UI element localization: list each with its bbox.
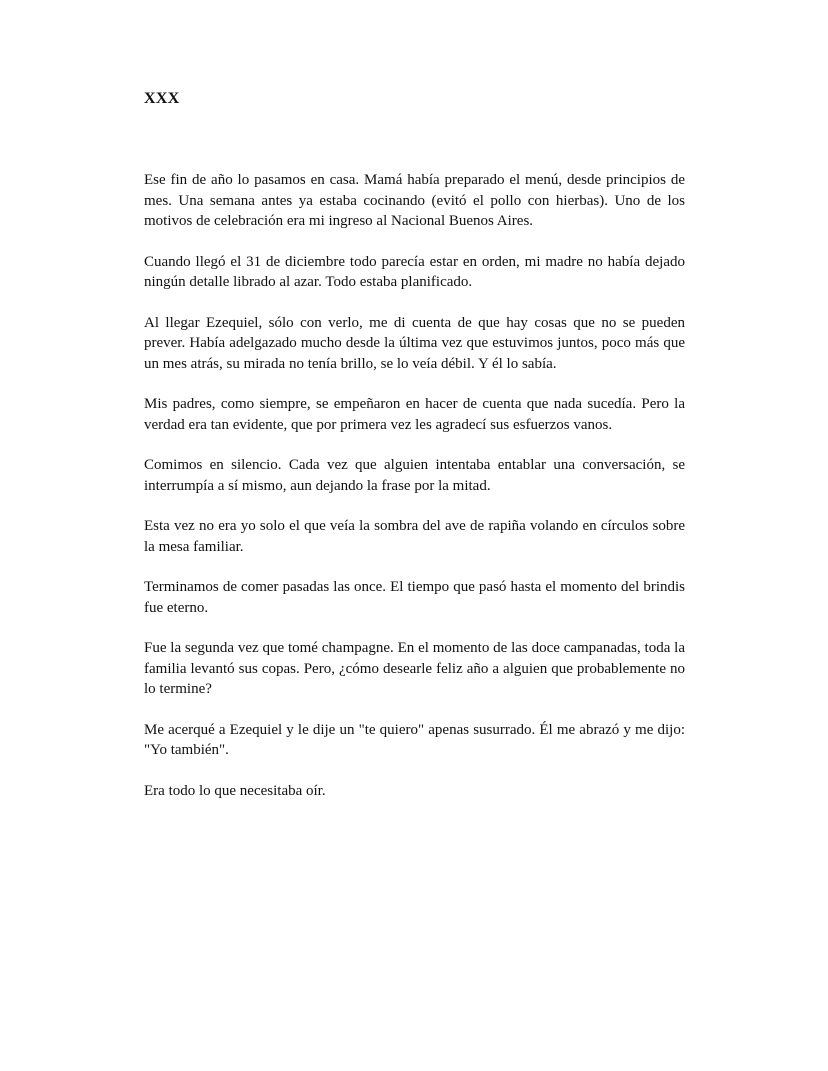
paragraph: Fue la segunda vez que tomé champagne. En el momento de las doce campanadas, toda la familia levantó sus copas. Pero, ¿cómo desearle feliz año a alguien que probablemente no lo termine? bbox=[144, 640, 685, 697]
paragraph: Ese fin de año lo pasamos en casa. Mamá había preparado el menú, desde principios de mes. Una semana antes ya estaba cocinando (evitó el pollo con hierbas). Uno de los motivos de celebración era mi ingreso al Nacional Buenos Aires. bbox=[144, 172, 685, 229]
document-body bbox=[144, 170, 685, 821]
paragraph: Comimos en silencio. Cada vez que alguien intentaba entablar una conversación, se interrumpía a sí mismo, aun dejando la frase por la mitad. bbox=[144, 457, 685, 494]
paragraph: Al llegar Ezequiel, sólo con verlo, me di cuenta de que hay cosas que no se pueden prever. Había adelgazado mucho desde la última vez que estuvimos juntos, poco más que un mes atrás, su mirada no tenía brillo, se lo veía débil. Y él lo sabía. bbox=[144, 314, 685, 372]
document-title: XXX bbox=[144, 90, 180, 107]
paragraph: Esta vez no era yo solo el que veía la sombra del ave de rapiña volando en círculos sobre la mesa familiar. bbox=[144, 518, 685, 555]
paragraph: Era todo lo que necesitaba oír. bbox=[144, 782, 326, 799]
paragraph: Cuando llegó el 31 de diciembre todo parecía estar en orden, mi madre no había dejado ningún detalle librado al azar. Todo estaba planificado. bbox=[144, 253, 685, 290]
paragraph: Me acerqué a Ezequiel y le dije un "te quiero" apenas susurrado. Él me abrazó y me dijo: "Yo también". bbox=[144, 721, 685, 758]
paragraph: Mis padres, como siempre, se empeñaron en hacer de cuenta que nada sucedía. Pero la verdad era tan evidente, que por primera vez les agradecí sus esfuerzos vanos. bbox=[144, 396, 685, 433]
paragraph: Terminamos de comer pasadas las once. El tiempo que pasó hasta el momento del brindis fue eterno. bbox=[144, 579, 685, 616]
